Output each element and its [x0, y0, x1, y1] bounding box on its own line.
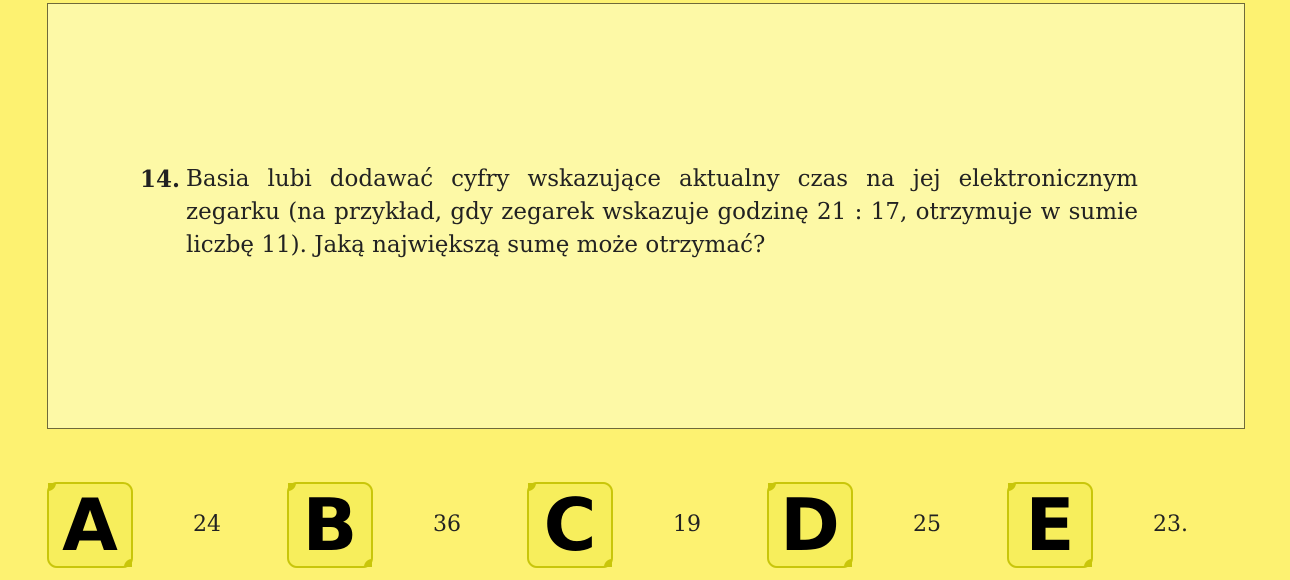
answer-value-c: 19 — [673, 512, 701, 537]
question-text-block — [140, 163, 1140, 262]
answer-letter-e[interactable]: E — [1007, 482, 1093, 568]
answer-value-d: 25 — [913, 512, 941, 537]
answer-letter-d[interactable]: D — [767, 482, 853, 568]
answer-options — [0, 482, 1290, 568]
answer-value-a: 24 — [193, 512, 221, 537]
question-number: 14. — [140, 166, 181, 193]
answer-letter-b[interactable]: B — [287, 482, 373, 568]
answer-letter-a[interactable]: A — [47, 482, 133, 568]
answer-letter-c[interactable]: C — [527, 482, 613, 568]
question-body: Basia lubi dodawać cyfry wskazujące aktualny czas na jej elektronicznym zegarku (na przykład, gdy zegarek wskazuje godzinę 21 : 17, otrzymuje w sumie liczbę 11). Jaką największą sumę może otrzymać? — [186, 166, 1138, 258]
answer-value-b: 36 — [433, 512, 461, 537]
answer-value-e: 23. — [1153, 512, 1188, 537]
